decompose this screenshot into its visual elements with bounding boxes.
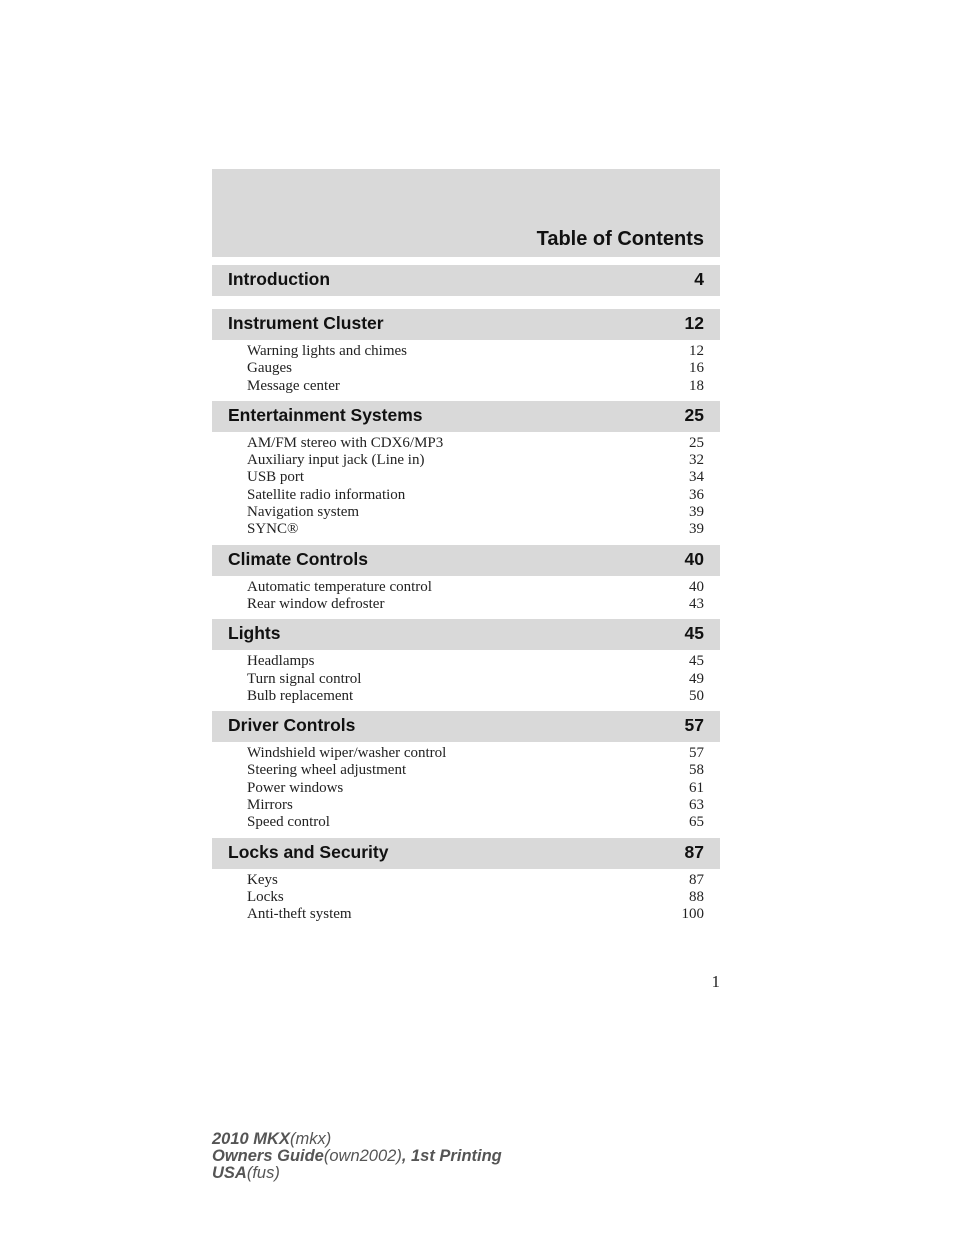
toc-entry-page-number: 49 xyxy=(689,670,704,687)
section-page-number: 12 xyxy=(684,313,704,333)
toc-entry-page-number: 65 xyxy=(689,814,704,831)
toc-entry-label: Keys xyxy=(247,871,278,888)
toc-section-heading[interactable] xyxy=(212,838,720,869)
toc-entry-page-number: 45 xyxy=(689,653,704,670)
toc-entry[interactable] xyxy=(212,889,720,906)
footer-line-1 xyxy=(212,1131,502,1148)
toc-entry-page-number: 39 xyxy=(689,504,704,521)
toc-entry-page-number: 43 xyxy=(689,595,704,612)
toc-entry-list xyxy=(212,435,720,539)
toc-entry-label: Automatic temperature control xyxy=(247,578,432,595)
toc-entry-list xyxy=(212,745,720,831)
toc-entry[interactable] xyxy=(212,797,720,814)
toc-entry-page-number: 58 xyxy=(689,762,704,779)
section-title: Lights xyxy=(228,623,281,644)
table-of-contents xyxy=(212,265,720,930)
toc-section xyxy=(212,265,720,296)
toc-entry[interactable] xyxy=(212,360,720,377)
toc-entry-page-number: 25 xyxy=(689,434,704,451)
toc-entry[interactable] xyxy=(212,745,720,762)
toc-entry[interactable] xyxy=(212,906,720,923)
section-page-number: 45 xyxy=(684,623,704,644)
footer-market: USA xyxy=(212,1164,247,1182)
footer-guide: Owners Guide xyxy=(212,1147,324,1165)
toc-entry-label: Turn signal control xyxy=(247,670,362,687)
section-title: Instrument Cluster xyxy=(228,313,384,333)
toc-entry[interactable] xyxy=(212,452,720,469)
toc-entry-label: Speed control xyxy=(247,814,330,831)
section-title: Climate Controls xyxy=(228,548,369,569)
toc-entry-page-number: 57 xyxy=(689,745,704,762)
toc-entry[interactable] xyxy=(212,343,720,360)
toc-entry[interactable] xyxy=(212,378,720,395)
page-title: Table of Contents xyxy=(536,228,704,250)
toc-entry[interactable] xyxy=(212,579,720,596)
toc-entry[interactable] xyxy=(212,596,720,613)
toc-section-heading[interactable] xyxy=(212,619,720,650)
footer-line-3 xyxy=(212,1165,502,1182)
footer-market-code: (fus) xyxy=(246,1164,280,1182)
section-page-number: 4 xyxy=(694,269,704,289)
toc-entry-label: Bulb replacement xyxy=(247,687,354,704)
toc-entry[interactable] xyxy=(212,435,720,452)
toc-entry[interactable] xyxy=(212,688,720,705)
footer-guide-code: (own2002) xyxy=(323,1147,402,1165)
footer-printing: , 1st Printing xyxy=(401,1147,502,1165)
toc-entry-page-number: 18 xyxy=(689,377,704,394)
toc-entry-label: Steering wheel adjustment xyxy=(247,762,407,779)
toc-entry-page-number: 12 xyxy=(689,343,704,359)
toc-entry-list xyxy=(212,653,720,705)
toc-section-heading[interactable] xyxy=(212,265,720,296)
footer-model-code: (mkx) xyxy=(289,1130,332,1148)
toc-entry-page-number: 16 xyxy=(689,360,704,377)
toc-entry-page-number: 36 xyxy=(689,486,704,503)
toc-entry[interactable] xyxy=(212,671,720,688)
toc-entry-page-number: 100 xyxy=(681,906,704,923)
toc-entry-label: Mirrors xyxy=(247,797,293,814)
toc-entry-page-number: 34 xyxy=(689,469,704,486)
page-number: 1 xyxy=(711,972,720,991)
print-footer xyxy=(212,1131,502,1182)
toc-section-heading[interactable] xyxy=(212,711,720,742)
toc-entry-page-number: 32 xyxy=(689,452,704,469)
toc-section xyxy=(212,711,720,831)
toc-entry-page-number: 88 xyxy=(689,888,704,905)
section-page-number: 40 xyxy=(684,548,704,569)
toc-entry[interactable] xyxy=(212,872,720,889)
toc-entry-page-number: 87 xyxy=(689,871,704,888)
toc-entry-label: AM/FM stereo with CDX6/MP3 xyxy=(247,434,444,451)
section-title: Introduction xyxy=(228,269,331,289)
toc-entry-label: Satellite radio information xyxy=(247,486,406,503)
toc-entry-list xyxy=(212,343,720,395)
toc-entry-list xyxy=(212,579,720,614)
toc-entry-label: Power windows xyxy=(247,779,344,796)
toc-entry[interactable] xyxy=(212,469,720,486)
toc-entry-label: Anti-theft system xyxy=(247,906,352,923)
section-title: Driver Controls xyxy=(228,715,356,736)
toc-section xyxy=(212,619,720,705)
toc-entry-label: SYNC® xyxy=(247,521,299,538)
toc-entry-page-number: 40 xyxy=(689,578,704,595)
toc-header-band xyxy=(212,169,720,257)
toc-entry[interactable] xyxy=(212,762,720,779)
toc-entry[interactable] xyxy=(212,814,720,831)
section-page-number: 57 xyxy=(684,715,704,736)
toc-entry-page-number: 61 xyxy=(689,779,704,796)
toc-section-heading[interactable] xyxy=(212,401,720,432)
toc-entry[interactable] xyxy=(212,653,720,670)
toc-entry-label: Rear window defroster xyxy=(247,595,385,612)
toc-entry[interactable] xyxy=(212,780,720,797)
toc-entry[interactable] xyxy=(212,504,720,521)
toc-section xyxy=(212,838,720,924)
toc-entry-label: Gauges xyxy=(247,360,292,377)
toc-entry-label: Locks xyxy=(247,888,284,905)
toc-entry-label: Warning lights and chimes xyxy=(247,343,408,359)
toc-entry-page-number: 39 xyxy=(689,521,704,538)
section-page-number: 87 xyxy=(684,841,704,862)
section-page-number: 25 xyxy=(684,404,704,425)
toc-section-heading[interactable] xyxy=(212,545,720,576)
toc-entry-label: Windshield wiper/washer control xyxy=(247,745,447,762)
toc-entry-label: USB port xyxy=(247,469,305,486)
toc-entry-page-number: 50 xyxy=(689,687,704,704)
toc-entry[interactable] xyxy=(212,487,720,504)
toc-entry[interactable] xyxy=(212,521,720,538)
toc-entry-label: Navigation system xyxy=(247,504,360,521)
section-title: Entertainment Systems xyxy=(228,404,423,425)
footer-line-2 xyxy=(212,1148,502,1165)
toc-section xyxy=(212,401,720,539)
toc-entry-page-number: 63 xyxy=(689,797,704,814)
footer-model: 2010 MKX xyxy=(212,1130,290,1148)
section-title: Locks and Security xyxy=(228,841,389,862)
toc-entry-list xyxy=(212,872,720,924)
toc-entry-label: Auxiliary input jack (Line in) xyxy=(247,452,425,469)
toc-section xyxy=(212,309,720,395)
toc-entry-label: Message center xyxy=(247,377,340,394)
toc-section xyxy=(212,545,720,614)
toc-entry-label: Headlamps xyxy=(247,653,315,670)
toc-section-heading[interactable] xyxy=(212,309,720,340)
